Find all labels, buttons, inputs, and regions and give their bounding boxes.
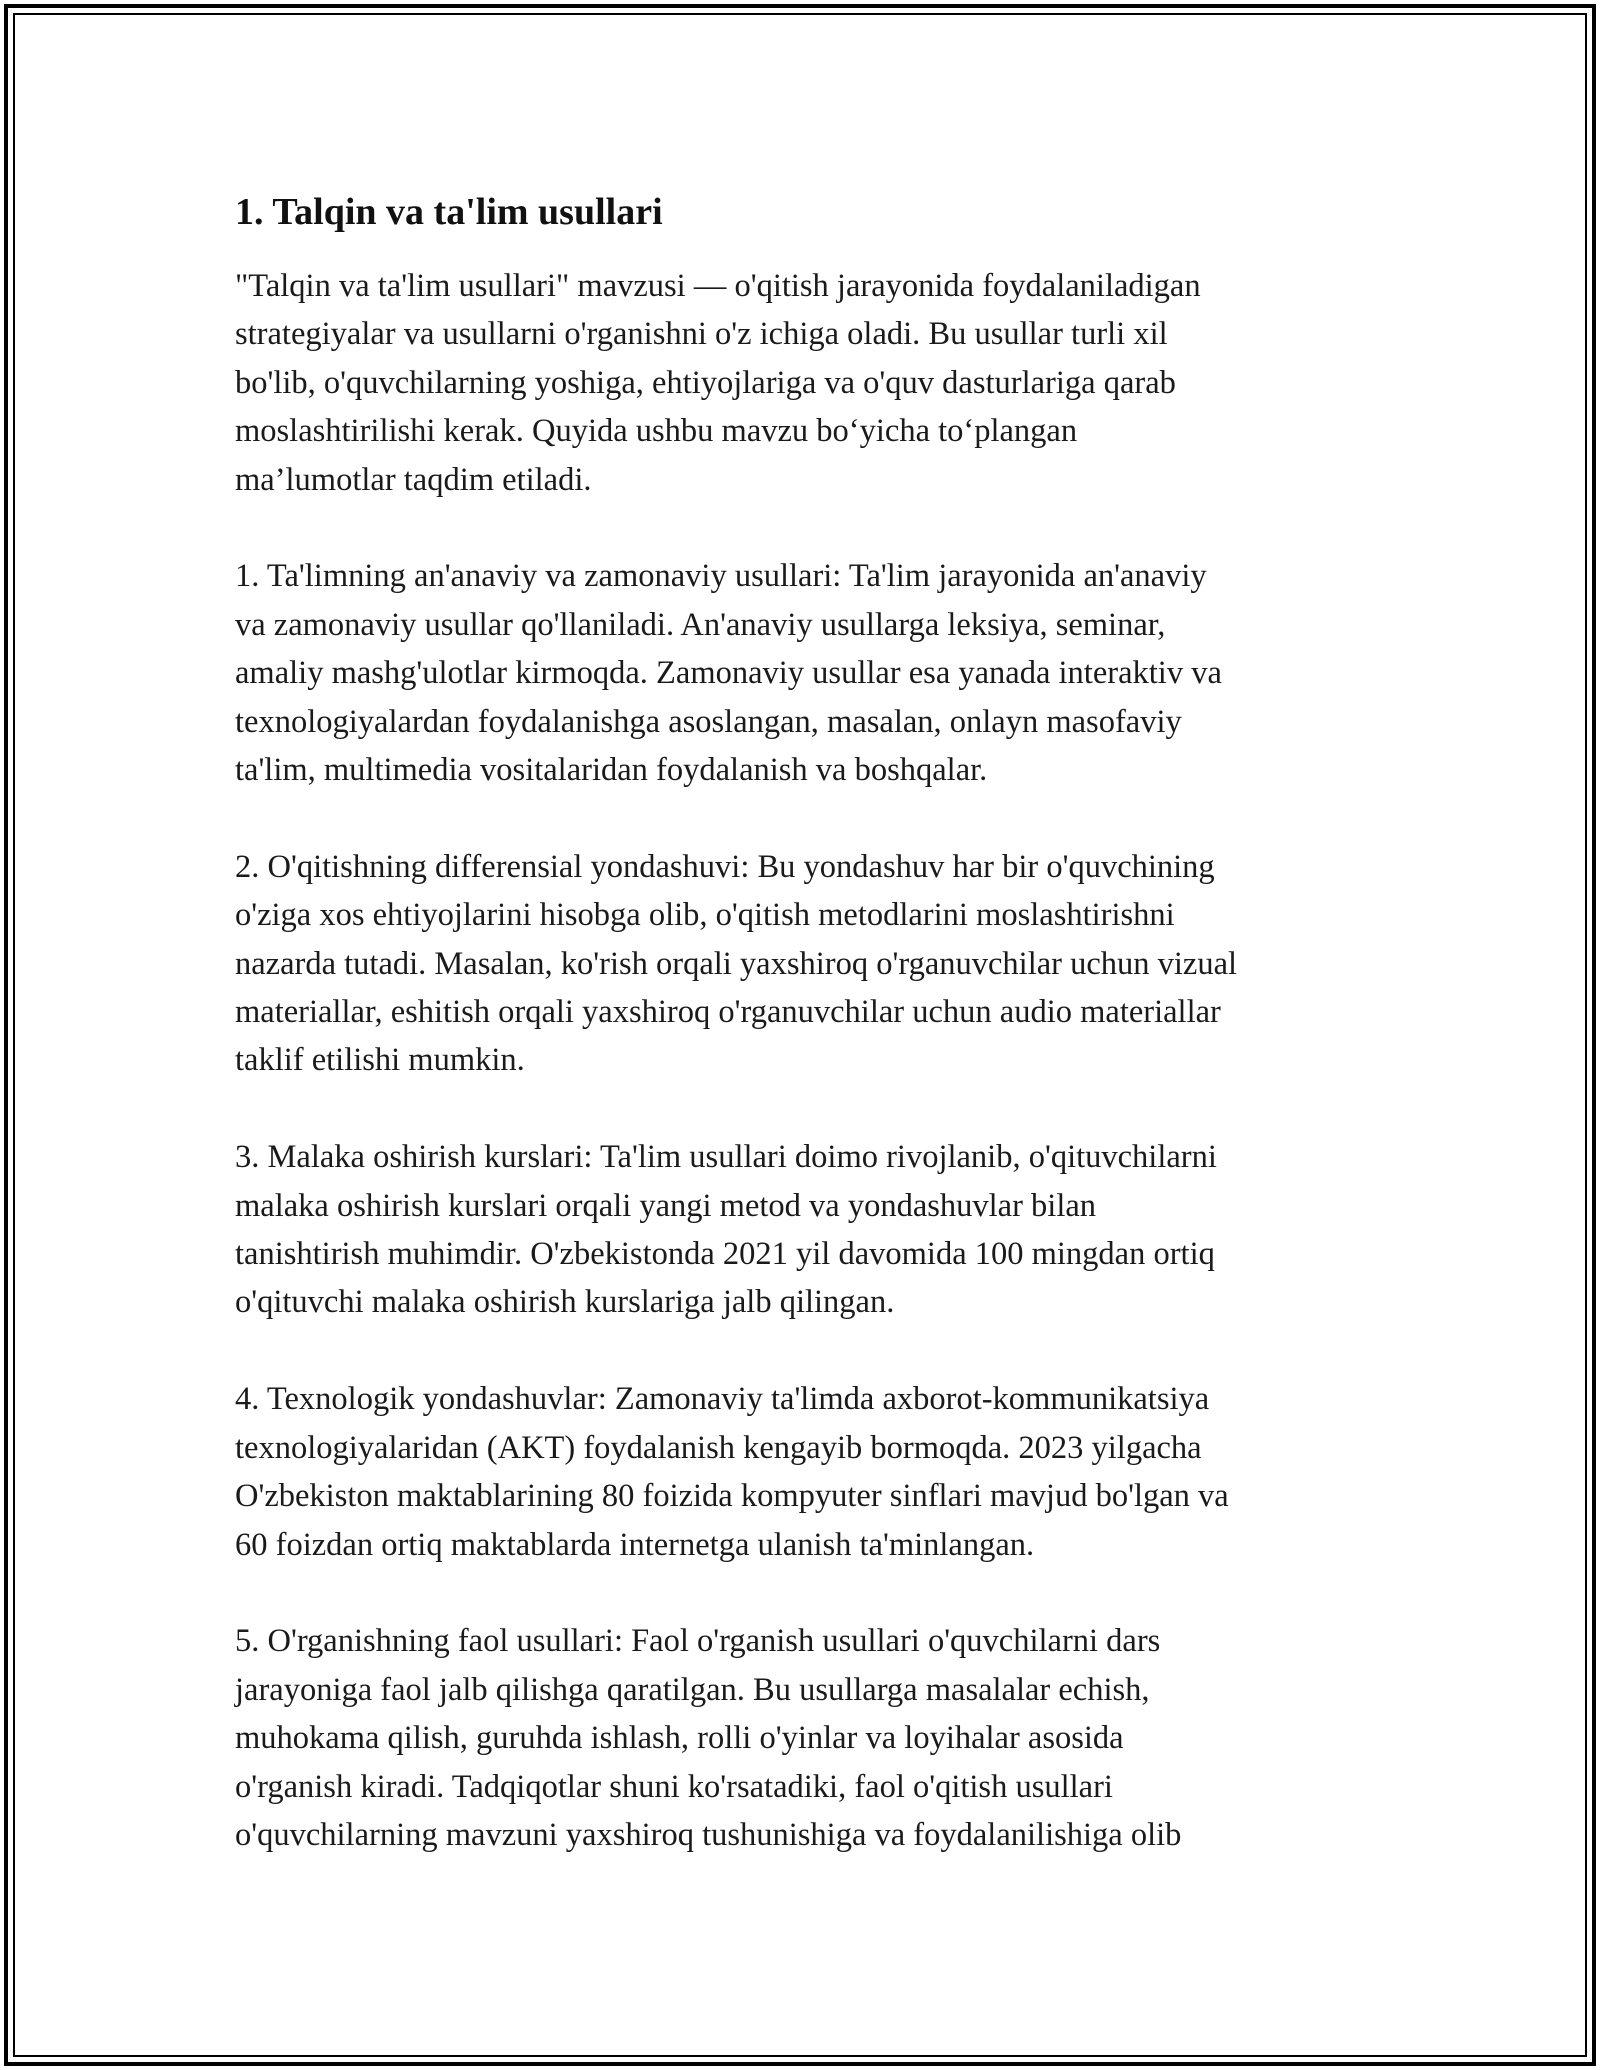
- paragraph-item-1: 1. Ta'limning an'anaviy va zamonaviy usullari: Ta'lim jarayonida an'anaviy va zamonaviy usullar qo'llaniladi. An'anaviy usullarga leksiya, seminar, amaliy mashg'ulotlar kirmoqda. Zamonaviy usullar esa yanada interaktiv va texnologiyalardan foydalanishga asoslangan, masalan, onlayn masofaviy ta'lim, multimedia vositalaridan foydalanish va boshqalar.: [235, 558, 1222, 789]
- document-title: 1. Talqin va ta'lim usullari: [235, 191, 663, 233]
- intro-paragraph: "Talqin va ta'lim usullari" mavzusi — o'qitish jarayonida foydalaniladigan strategiyalar va usullarni o'rganishni o'z ichiga oladi. Bu usullar turli xil bo'lib, o'quvchilarning yoshiga, ehtiyojlariga va o'quv dasturlariga qarab moslashtirilishi kerak. Quyida ushbu mavzu bo‘yicha to‘plangan ma’lumotlar taqdim etiladi.: [235, 268, 1201, 498]
- document-body: [235, 188, 1385, 1908]
- paragraph-item-4: 4. Texnologik yondashuvlar: Zamonaviy ta'limda axborot-kommunikatsiya texnologiyalaridan (AKT) foydalanish kengayib bormoqda. 2023 yilgacha O'zbekiston maktablarining 80 foizida kompyuter sinflari mavjud bo'lgan va 60 foizdan ortiq maktablarda internetga ulanish ta'minlangan.: [235, 1381, 1229, 1563]
- paragraph-item-3: 3. Malaka oshirish kurslari: Ta'lim usullari doimo rivojlanib, o'qituvchilarni malaka oshirish kurslari orqali yangi metod va yondashuvlar bilan tanishtirish muhimdir. O'zbekistonda 2021 yil davomida 100 mingdan ortiq o'qituvchi malaka oshirish kurslariga jalb qilingan.: [235, 1139, 1217, 1321]
- paragraph-item-5: 5. O'rganishning faol usullari: Faol o'rganish usullari o'quvchilarni dars jarayoniga faol jalb qilishga qaratilgan. Bu usullarga masalalar echish, muhokama qilish, guruhda ishlash, rolli o'yinlar va loyihalar asosida o'rganish kiradi. Tadqiqotlar shuni ko'rsatadiki, faol o'qitish usullari o'quvchilarning mavzuni yaxshiroq tushunishiga va foydalanilishiga olib: [235, 1623, 1182, 1853]
- paragraph-item-2: 2. O'qitishning differensial yondashuvi: Bu yondashuv har bir o'quvchining o'ziga xos ehtiyojlarini hisobga olib, o'qitish metodlarini moslashtirishni nazarda tutadi. Masalan, ko'rish orqali yaxshiroq o'rganuvchilar uchun vizual materiallar, eshitish orqali yaxshiroq o'rganuvchilar uchun audio materiallar taklif etilishi mumkin.: [235, 848, 1238, 1079]
